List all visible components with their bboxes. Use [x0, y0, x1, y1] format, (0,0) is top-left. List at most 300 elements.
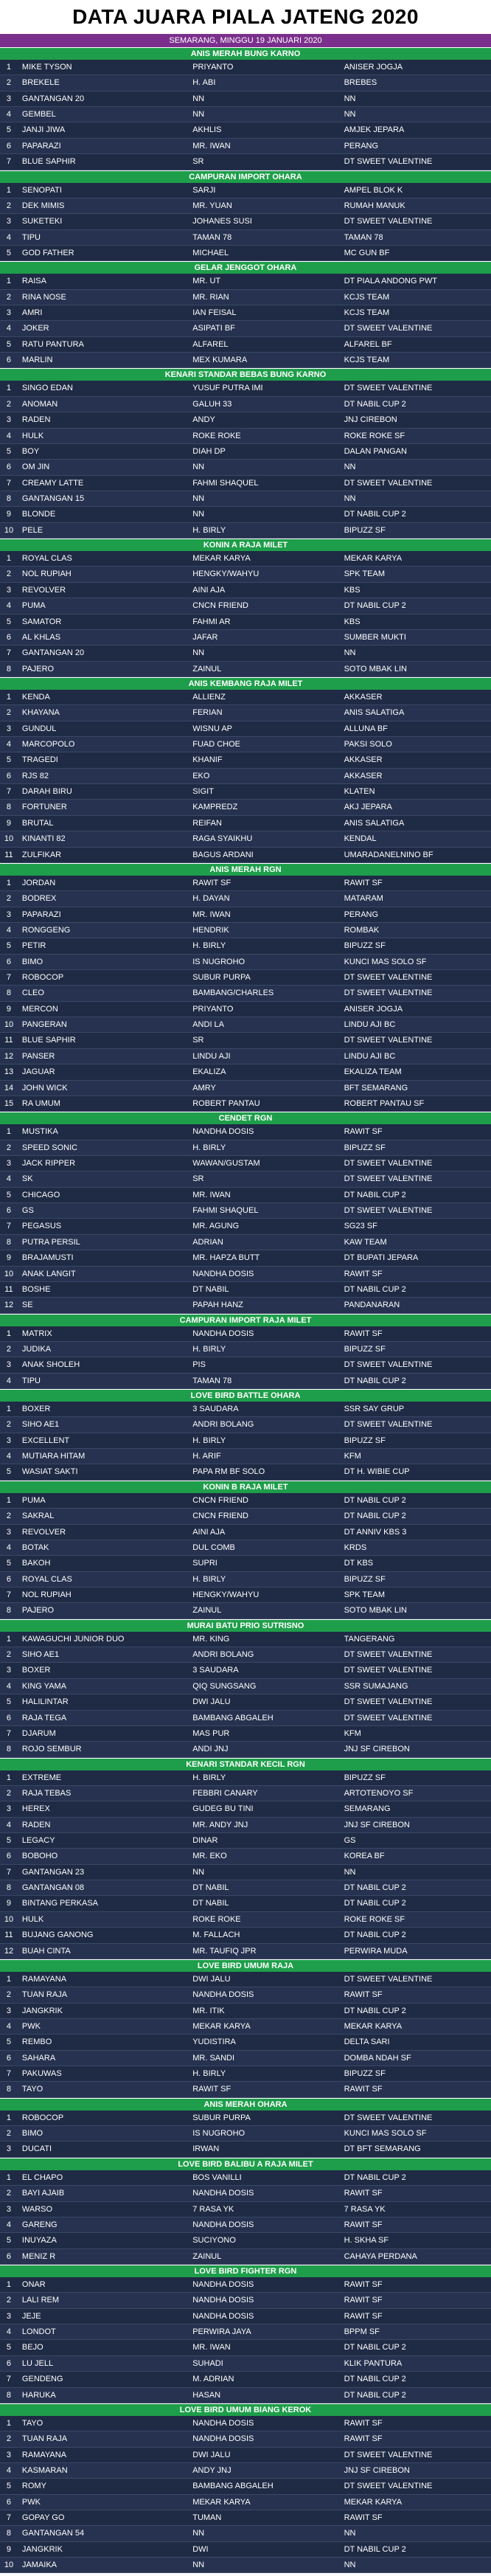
results-table: [0, 47, 491, 2573]
owner-name: EKALIZA: [192, 1067, 226, 1077]
bird-name: BOSHE: [21, 1284, 51, 1294]
result-row: [0, 1880, 491, 1896]
team-name: DT NABIL CUP 2: [344, 601, 406, 611]
owner-name: NANDHA DOSIS: [192, 2189, 254, 2198]
bird-name: RATU PANTURA: [21, 339, 84, 349]
bird-name: WASIAT SAKTI: [21, 1467, 78, 1477]
rank: 1: [6, 185, 12, 195]
result-row: [0, 75, 491, 91]
owner-name: FAHMI AR: [192, 617, 231, 626]
team-name: ARTOTENOYO SF: [344, 1788, 414, 1798]
result-row: [0, 614, 491, 630]
result-row: [0, 2142, 491, 2157]
bird-name: ANAK SHOLEH: [21, 1360, 80, 1370]
team-name: KRDS: [344, 1543, 367, 1552]
rank: 2: [6, 1990, 12, 2000]
bird-name: JUDIKA: [21, 1344, 52, 1354]
bird-name: RINA NOSE: [21, 292, 66, 302]
bird-name: SUKETEKI: [21, 217, 63, 226]
class-rows: [0, 2111, 491, 2158]
owner-name: WISNU AP: [192, 724, 233, 733]
bird-name: BLUE SAPHIR: [21, 1036, 76, 1045]
owner-name: PERWIRA JAYA: [192, 2327, 251, 2337]
team-name: BIPUZZ SF: [344, 1344, 386, 1354]
result-row: [0, 2542, 491, 2558]
result-row: [0, 1694, 491, 1710]
rank: 6: [6, 1574, 12, 1584]
rank: 5: [6, 617, 12, 626]
owner-name: JOHANES SUSI: [192, 217, 252, 226]
rank: 13: [4, 1067, 14, 1077]
team-name: RAWIT SF: [344, 2434, 383, 2444]
owner-name: MR. YUAN: [192, 201, 232, 210]
team-name: ANISER JOGJA: [344, 63, 403, 72]
bird-name: HARUKA: [21, 2390, 56, 2400]
class-rows: [0, 1493, 491, 1619]
team-name: DT SWEET VALENTINE: [344, 217, 433, 226]
rank: 4: [6, 1820, 12, 1829]
bird-name: TIPU: [21, 232, 41, 242]
owner-name: IS NUGROHO: [192, 2129, 246, 2139]
class-rows: [0, 1632, 491, 1758]
team-name: DT NABIL CUP 2: [344, 2390, 406, 2400]
result-row: [0, 1081, 491, 1096]
result-row: [0, 705, 491, 721]
rank: 8: [6, 2529, 12, 2538]
result-row: [0, 1064, 491, 1080]
result-row: [0, 2066, 491, 2082]
result-row: [0, 1987, 491, 2003]
bird-name: BUJANG GANONG: [21, 1931, 94, 1940]
result-row: [0, 183, 491, 198]
result-row: [0, 1250, 491, 1266]
rank: 11: [4, 1931, 13, 1940]
owner-name: PAPA RM BF SOLO: [192, 1467, 265, 1477]
team-name: DT NABIL CUP 2: [344, 2544, 406, 2554]
owner-name: MR. AGUNG: [192, 1222, 240, 1231]
owner-name: ROKE ROKE: [192, 431, 241, 440]
team-name: PANDANARAN: [344, 1301, 400, 1310]
class-heading: CENDET RGN: [0, 1112, 491, 1124]
team-name: AKKASER: [344, 755, 383, 765]
rank: 6: [6, 2053, 12, 2063]
owner-name: GUDEG BU TINI: [192, 1804, 254, 1814]
result-row: [0, 955, 491, 970]
bird-name: REMBO: [21, 2037, 52, 2047]
team-name: DT NABIL CUP 2: [344, 2006, 406, 2015]
bird-name: BIMO: [21, 957, 43, 966]
team-name: AKKASER: [344, 771, 383, 780]
team-name: PERANG: [344, 910, 379, 919]
owner-name: ANDY: [192, 415, 215, 425]
owner-name: DT NABIL: [192, 1899, 229, 1908]
rank: 4: [6, 2465, 12, 2475]
rank: 5: [6, 2343, 12, 2352]
rank: 7: [6, 1590, 12, 1599]
rank: 3: [6, 2450, 12, 2459]
team-name: DELTA SARI: [344, 2037, 390, 2047]
bird-name: ZULFIKAR: [21, 850, 62, 859]
rank: 1: [6, 2418, 12, 2428]
rank: 5: [6, 339, 12, 349]
team-name: DT NABIL CUP 2: [344, 1931, 406, 1940]
class-rows: [0, 60, 491, 170]
rank: 1: [6, 1773, 12, 1782]
owner-name: WAWAN/GUSTAM: [192, 1159, 260, 1168]
class-rows: [0, 381, 491, 539]
owner-name: SUPRI: [192, 1559, 217, 1568]
owner-name: NN: [192, 110, 205, 120]
class-section: [0, 1112, 491, 1313]
rank: 1: [6, 554, 12, 564]
rank: 2: [6, 2129, 12, 2139]
bird-name: RONGGENG: [21, 925, 71, 935]
bird-name: TIPU: [21, 1376, 41, 1385]
owner-name: ALFAREL: [192, 339, 229, 349]
rank: 7: [6, 648, 12, 658]
result-row: [0, 1663, 491, 1678]
bird-name: BEJO: [21, 2343, 43, 2352]
result-row: [0, 1588, 491, 1603]
bird-name: GANTANGAN 20: [21, 94, 85, 103]
bird-name: LEGACY: [21, 1836, 55, 1846]
owner-name: MR. EKO: [192, 1852, 227, 1861]
team-name: DT SWEET VALENTINE: [344, 1360, 433, 1370]
bird-name: SENOPATI: [21, 185, 62, 195]
owner-name: GALUH 33: [192, 399, 232, 409]
team-name: KAW TEAM: [344, 1237, 387, 1247]
bird-name: MUTIARA HITAM: [21, 1452, 86, 1461]
owner-name: IRWAN: [192, 2144, 220, 2154]
bird-name: HULK: [21, 1914, 44, 1924]
result-row: [0, 1944, 491, 1959]
result-row: [0, 1402, 491, 1417]
result-row: [0, 2111, 491, 2126]
owner-name: PAPAH HANZ: [192, 1301, 243, 1310]
team-name: KENDAL: [344, 834, 377, 844]
team-name: DT SWEET VALENTINE: [344, 1974, 433, 1984]
owner-name: ANDI LA: [192, 1020, 225, 1030]
result-row: [0, 305, 491, 321]
result-row: [0, 1219, 491, 1234]
owner-name: HENGKY/WAHYU: [192, 569, 260, 579]
bird-name: RA UMUM: [21, 1098, 60, 1108]
rank: 3: [6, 2311, 12, 2321]
rank: 3: [6, 308, 12, 318]
class-rows: [0, 2277, 491, 2403]
rank: 3: [6, 217, 12, 226]
owner-name: H. BIRLY: [192, 2069, 226, 2079]
rank: 8: [6, 1606, 12, 1616]
result-row: [0, 2202, 491, 2217]
owner-name: SUCIYONO: [192, 2236, 236, 2246]
owner-name: NN: [192, 494, 205, 503]
rank: 4: [6, 2220, 12, 2229]
rank: 3: [6, 94, 12, 103]
team-name: DT SWEET VALENTINE: [344, 1650, 433, 1660]
rank: 2: [6, 1512, 12, 1521]
rank: 7: [6, 2513, 12, 2523]
rank: 3: [6, 1804, 12, 1814]
result-row: [0, 1049, 491, 1064]
owner-name: ANDY JNJ: [192, 2465, 231, 2475]
team-name: DT SWEET VALENTINE: [344, 2450, 433, 2459]
bird-name: KENDA: [21, 692, 50, 702]
result-row: [0, 2448, 491, 2463]
rank: 8: [6, 1237, 12, 1247]
result-row: [0, 507, 491, 522]
rank: 4: [6, 601, 12, 611]
owner-name: SUHADI: [192, 2358, 223, 2368]
owner-name: BOS VANILLI: [192, 2172, 242, 2182]
team-name: DT NABIL CUP 2: [344, 1284, 406, 1294]
result-row: [0, 2126, 491, 2142]
team-name: DT NABIL CUP 2: [344, 2375, 406, 2384]
team-name: DT BUPATI JEPARA: [344, 1253, 419, 1263]
owner-name: NANDHA DOSIS: [192, 2296, 254, 2305]
bird-name: DJARUM: [21, 1728, 56, 1738]
bird-name: WARSO: [21, 2204, 53, 2214]
rank: 3: [6, 2144, 12, 2154]
team-name: DT SWEET VALENTINE: [344, 1420, 433, 1430]
rank: 6: [6, 1713, 12, 1722]
result-row: [0, 523, 491, 539]
owner-name: MEKAR KARYA: [192, 2497, 251, 2507]
class-section: [0, 1758, 491, 1959]
bird-name: RAJA TEGA: [21, 1713, 67, 1722]
result-row: [0, 2035, 491, 2050]
result-row: [0, 923, 491, 938]
bird-name: TUAN RAJA: [21, 2434, 68, 2444]
bird-name: REVOLVER: [21, 585, 66, 595]
team-name: DT SWEET VALENTINE: [344, 1036, 433, 1045]
bird-name: JANJI JIWA: [21, 125, 66, 135]
team-name: DT SWEET VALENTINE: [344, 2482, 433, 2491]
team-name: ROKE ROKE SF: [344, 1914, 405, 1924]
result-row: [0, 1726, 491, 1742]
team-name: KFM: [344, 1728, 361, 1738]
bird-name: SAMATOR: [21, 617, 62, 626]
bird-name: RAMAYANA: [21, 2450, 67, 2459]
team-name: SPK TEAM: [344, 1590, 386, 1599]
rank: 8: [6, 494, 12, 503]
bird-name: ROMY: [21, 2482, 46, 2491]
owner-name: TAMAN 78: [192, 1376, 232, 1385]
team-name: JNJ SF CIREBON: [344, 1820, 410, 1829]
bird-name: BAKOH: [21, 1559, 51, 1568]
bird-name: GANTANGAN 20: [21, 648, 85, 658]
owner-name: H. BIRLY: [192, 1143, 226, 1152]
owner-name: PIS: [192, 1360, 206, 1370]
result-row: [0, 337, 491, 353]
class-heading: LOVE BIRD UMUM BIANG KEROK: [0, 2403, 491, 2416]
team-name: H. SKHA SF: [344, 2236, 389, 2246]
bird-name: PETIR: [21, 941, 46, 951]
owner-name: FUAD CHOE: [192, 740, 240, 749]
result-row: [0, 154, 491, 170]
team-name: DT NABIL CUP 2: [344, 2343, 406, 2352]
bird-name: KHAYANA: [21, 708, 60, 718]
team-name: KFM: [344, 1452, 361, 1461]
bird-name: MENIZ R: [21, 2251, 56, 2261]
result-row: [0, 2309, 491, 2324]
team-name: DT NABIL CUP 2: [344, 1883, 406, 1893]
team-name: DT SWEET VALENTINE: [344, 157, 433, 167]
owner-name: HASAN: [192, 2390, 221, 2400]
team-name: BIPUZZ SF: [344, 1773, 386, 1782]
owner-name: NN: [192, 1867, 205, 1877]
class-section: [0, 1314, 491, 1389]
result-row: [0, 2510, 491, 2526]
class-rows: [0, 2170, 491, 2265]
result-row: [0, 1912, 491, 1928]
rank: 4: [6, 1681, 12, 1691]
class-section: [0, 2403, 491, 2574]
rank: 10: [4, 1020, 14, 1030]
bird-name: REVOLVER: [21, 1527, 66, 1537]
result-row: [0, 1156, 491, 1171]
owner-name: FERIAN: [192, 708, 223, 718]
team-name: DT SWEET VALENTINE: [344, 973, 433, 983]
rank: 4: [6, 2327, 12, 2337]
owner-name: ANDRI BOLANG: [192, 1650, 254, 1660]
class-rows: [0, 2416, 491, 2574]
bird-name: ANOMAN: [21, 399, 58, 409]
result-row: [0, 1433, 491, 1449]
rank: 1: [6, 1329, 12, 1338]
owner-name: SUBUR PURPA: [192, 973, 251, 983]
team-name: DT SWEET VALENTINE: [344, 2113, 433, 2122]
owner-name: MR. KING: [192, 1634, 230, 1644]
result-row: [0, 230, 491, 246]
bird-name: PAPARAZI: [21, 141, 61, 150]
result-row: [0, 1033, 491, 1048]
owner-name: AMRY: [192, 1083, 216, 1093]
result-row: [0, 122, 491, 138]
team-name: ROMBAK: [344, 925, 380, 935]
bird-name: HULK: [21, 431, 44, 440]
owner-name: NANDHA DOSIS: [192, 1127, 254, 1137]
owner-name: DT NABIL: [192, 1284, 229, 1294]
bird-name: HEREX: [21, 1804, 50, 1814]
team-name: KCJS TEAM: [344, 308, 390, 318]
rank: 3: [6, 585, 12, 595]
class-heading: KENARI STANDAR KECIL RGN: [0, 1758, 491, 1770]
owner-name: H. ARIF: [192, 1452, 221, 1461]
owner-name: H. ABI: [192, 78, 216, 88]
owner-name: FEBBRI CANARY: [192, 1788, 258, 1798]
class-heading: GELAR JENGGOT OHARA: [0, 261, 491, 274]
result-row: [0, 214, 491, 229]
class-heading: MURAI BATU PRIO SUTRISNO: [0, 1619, 491, 1632]
result-row: [0, 444, 491, 460]
owner-name: NN: [192, 510, 205, 519]
rank: 5: [6, 755, 12, 765]
result-row: [0, 1326, 491, 1342]
bird-name: FORTUNER: [21, 803, 67, 812]
bird-name: JANGKRIK: [21, 2006, 63, 2015]
team-name: DT SWEET VALENTINE: [344, 1713, 433, 1722]
owner-name: MR. IWAN: [192, 141, 231, 150]
team-name: DT NABIL CUP 2: [344, 1512, 406, 1521]
result-row: [0, 1786, 491, 1801]
owner-name: REIFAN: [192, 818, 222, 828]
team-name: KCJS TEAM: [344, 292, 390, 302]
team-name: EKALIZA TEAM: [344, 1067, 402, 1077]
rank: 3: [6, 2204, 12, 2214]
owner-name: TUMAN: [192, 2513, 222, 2523]
team-name: MC GUN BF: [344, 248, 390, 257]
owner-name: NN: [192, 648, 205, 658]
class-rows: [0, 1402, 491, 1481]
bird-name: EL CHAPO: [21, 2172, 63, 2182]
rank: 3: [6, 1666, 12, 1675]
team-name: RAWIT SF: [344, 1269, 383, 1278]
team-name: PERWIRA MUDA: [344, 1946, 408, 1956]
rank: 8: [6, 2390, 12, 2400]
owner-name: KAMPREDZ: [192, 803, 238, 812]
rank: 8: [6, 1745, 12, 1754]
bird-name: SIHO AE1: [21, 1650, 60, 1660]
class-rows: [0, 1770, 491, 1959]
team-name: NN: [344, 2529, 356, 2538]
owner-name: ANDI JNJ: [192, 1745, 229, 1754]
team-name: KLIK PANTURA: [344, 2358, 403, 2368]
rank: 7: [6, 1222, 12, 1231]
result-row: [0, 551, 491, 567]
result-row: [0, 2277, 491, 2293]
owner-name: NN: [192, 2561, 205, 2570]
owner-name: EKO: [192, 771, 210, 780]
bird-name: ROYAL CLAS: [21, 1574, 72, 1584]
team-name: DOMBA NDAH SF: [344, 2053, 411, 2063]
rank: 4: [6, 1376, 12, 1385]
result-row: [0, 2463, 491, 2479]
team-name: DT NABIL CUP 2: [344, 2172, 406, 2182]
result-row: [0, 986, 491, 1001]
bird-name: NOL RUPIAH: [21, 1590, 72, 1599]
result-row: [0, 1972, 491, 1987]
rank: 3: [6, 1527, 12, 1537]
result-row: [0, 1096, 491, 1112]
owner-name: H. BIRLY: [192, 1344, 226, 1354]
bird-name: MIKE TYSON: [21, 63, 72, 72]
team-name: BREBES: [344, 78, 377, 88]
rank: 10: [4, 1914, 14, 1924]
result-row: [0, 1417, 491, 1433]
bird-name: BRAJAMUSTI: [21, 1253, 74, 1263]
team-name: RAWIT SF: [344, 2296, 383, 2305]
result-row: [0, 1928, 491, 1943]
bird-name: RAISA: [21, 277, 46, 286]
result-row: [0, 2293, 491, 2308]
owner-name: H. BIRLY: [192, 1574, 226, 1584]
team-name: LINDU AJI BC: [344, 1051, 396, 1061]
owner-name: AINI AJA: [192, 1527, 226, 1537]
owner-name: NANDHA DOSIS: [192, 1329, 254, 1338]
rank: 3: [6, 415, 12, 425]
result-row: [0, 876, 491, 891]
owner-name: MR. UT: [192, 277, 221, 286]
team-name: NN: [344, 1867, 356, 1877]
result-row: [0, 769, 491, 784]
rank: 9: [6, 1004, 12, 1014]
rank: 5: [6, 1836, 12, 1846]
bird-name: JOKER: [21, 324, 49, 333]
result-row: [0, 274, 491, 289]
bird-name: BREKELE: [21, 78, 60, 88]
team-name: BIPUZZ SF: [344, 525, 386, 535]
